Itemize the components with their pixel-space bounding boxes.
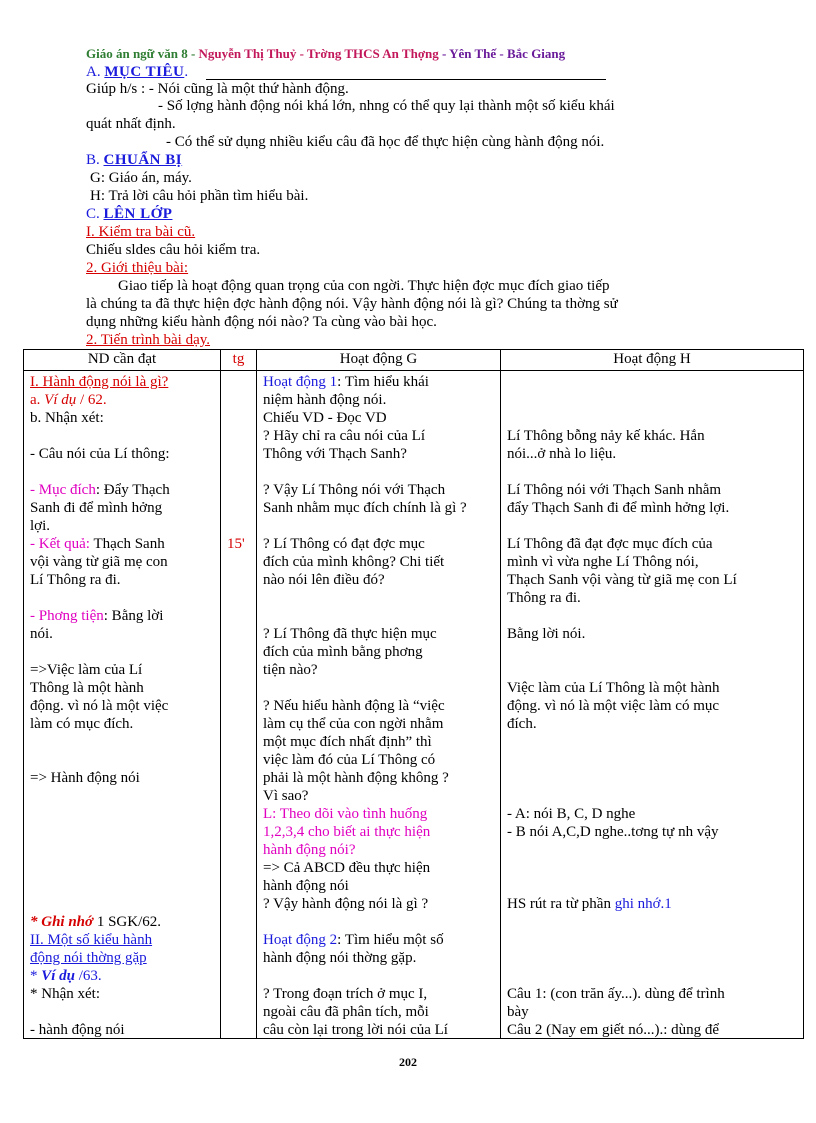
intro-paragraph-line: là chúng ta đã thực hiện đợc hành động nói. Vậy hành động nói là gì? Chúng ta thờng sử xyxy=(86,296,618,312)
teacher-line: hành động nói thờng gặp. xyxy=(263,950,417,966)
teacher-line: nào nói lên điều đó? xyxy=(263,572,385,588)
activity-label: Hoạt động 2 xyxy=(263,932,338,948)
header-location: - Yên Thế - Bắc Giang xyxy=(442,46,566,61)
content-line xyxy=(30,374,215,391)
student-line: Thông ra đi. xyxy=(507,590,581,606)
prep-teacher: G: Giáo án, máy. xyxy=(90,170,192,186)
step2-heading xyxy=(86,260,188,277)
label-means: - Phơng tiện xyxy=(30,608,104,624)
header-course: Giáo án ngữ văn 8 - xyxy=(86,46,199,61)
prep-student: H: Trả lời câu hỏi phần tìm hiểu bài. xyxy=(90,188,309,204)
label-result: - Kết quả: xyxy=(30,536,90,552)
content-line xyxy=(30,392,215,409)
content-line: b. Nhận xét: xyxy=(30,410,104,426)
activity-text: : Tìm hiểu một số xyxy=(337,932,444,948)
section-b-letter: B. xyxy=(86,152,104,168)
label-page: /63. xyxy=(75,968,102,984)
teacher-line: hành động nói? xyxy=(263,842,356,858)
teacher-line xyxy=(263,374,495,391)
label-purpose: - Mục đích xyxy=(30,482,96,498)
teacher-line: L: Theo dõi vào tình huống xyxy=(263,806,428,822)
student-line: Bằng lời nói. xyxy=(507,626,586,642)
section-c-heading xyxy=(86,206,172,223)
remember-link-text: ghi nhớ.1 xyxy=(614,896,672,912)
table-header-row xyxy=(24,350,804,371)
content-line: vội vàng từ giã mẹ con xyxy=(30,554,168,570)
teacher-line: 1,2,3,4 cho biết ai thực hiện xyxy=(263,824,431,840)
content-line xyxy=(30,914,215,931)
student-line: Thạch Sanh vội vàng từ giã mẹ con Lí xyxy=(507,572,737,588)
summary-text: HS rút ra từ phần xyxy=(507,896,615,912)
time-value: 15' xyxy=(227,536,245,552)
teacher-line: ? Vậy Lí Thông nói với Thạch xyxy=(263,482,446,498)
teacher-line: ? Lí Thông có đạt đợc mục xyxy=(263,536,425,552)
page-number: 202 xyxy=(399,1055,417,1069)
bullet: * xyxy=(30,968,42,984)
teacher-line: ? Hãy chỉ ra câu nói của Lí xyxy=(263,428,426,444)
teacher-line: một mục đích nhất định” thì xyxy=(263,734,432,750)
col-header-content: ND cần đạt xyxy=(24,350,221,371)
remember-ref: 1 SGK/62. xyxy=(93,914,162,930)
time-cell xyxy=(221,371,257,1039)
lesson-table xyxy=(23,349,804,1039)
teacher-line: hành động nói xyxy=(263,878,349,894)
content-line: làm có mục đích. xyxy=(30,716,134,732)
teacher-line: việc làm đó của Lí Thông có xyxy=(263,752,436,768)
col-header-teacher: Hoạt động G xyxy=(257,350,501,371)
step3-heading xyxy=(86,332,210,349)
goal-line: - Số lợng hành động nói khá lớn, nhng có thể quy lại thành một số kiểu khái xyxy=(158,98,615,114)
step1-title: I. Kiểm tra bài cũ. xyxy=(86,224,196,240)
section-b-heading xyxy=(86,152,182,169)
col-header-time: tg xyxy=(221,350,257,371)
label-page: / 62. xyxy=(76,392,107,408)
student-line: Lí Thông nói với Thạch Sanh nhằm xyxy=(507,482,722,498)
student-line: đẩy Thạch Sanh đi để mình hởng lợi. xyxy=(507,500,730,516)
student-line: Lí Thông bỗng nảy kế khác. Hắn xyxy=(507,428,705,444)
divider-line xyxy=(206,79,606,80)
content-line: =>Việc làm của Lí xyxy=(30,662,143,678)
content-line: Thông là một hành xyxy=(30,680,144,696)
content-line xyxy=(30,950,215,967)
content-line: nói. xyxy=(30,626,53,642)
content-line xyxy=(30,608,215,625)
content-line xyxy=(30,968,215,985)
teacher-line: câu còn lại trong lời nói của Lí xyxy=(263,1022,448,1038)
heading-text: động nói thờng gặp xyxy=(30,950,147,966)
teacher-line: Sanh nhằm mục đích chính là gì ? xyxy=(263,500,467,516)
step2-title: 2. Giới thiệu bài: xyxy=(86,260,189,276)
step1-body: Chiếu sldes câu hỏi kiểm tra. xyxy=(86,242,261,258)
content-line: Lí Thông ra đi. xyxy=(30,572,121,588)
student-line: động. vì nó là một việc làm có mục xyxy=(507,698,720,714)
content-line xyxy=(30,482,215,499)
content-line: động. vì nó là một việc xyxy=(30,698,169,714)
content-line xyxy=(30,932,215,949)
student-line: - B nói A,C,D nghe..tơng tự nh vậy xyxy=(507,824,719,840)
teacher-line: ? Lí Thông đã thực hiện mục xyxy=(263,626,437,642)
purpose-text: : Đẩy Thạch xyxy=(95,482,170,498)
teacher-line: tiện nào? xyxy=(263,662,318,678)
student-line: Câu 1: (con trăn ấy...). dùng để trình xyxy=(507,986,725,1002)
teacher-line: đích của mình không? Chi tiết xyxy=(263,554,445,570)
header-author: Nguyễn Thị Thuỷ - Trờng THCS An Thợng xyxy=(198,46,442,61)
student-line: đích. xyxy=(507,716,537,732)
step1-heading xyxy=(86,224,195,241)
teacher-line: ngoài câu đã phân tích, mỗi xyxy=(263,1004,429,1020)
content-cell xyxy=(24,371,221,1039)
heading-text: II. Một số kiểu hành xyxy=(30,932,153,948)
label-remember: * Ghi nhớ xyxy=(30,914,94,930)
student-line xyxy=(507,896,798,913)
content-line: lợi. xyxy=(30,518,51,534)
student-line: bày xyxy=(507,1004,529,1020)
section-b-title: CHUẨN BỊ xyxy=(103,152,183,168)
section-a-heading xyxy=(86,64,188,81)
teacher-line: làm cụ thể của con ngời nhằm xyxy=(263,716,444,732)
content-line: * Nhận xét: xyxy=(30,986,100,1002)
label-example: Ví dụ xyxy=(44,392,77,408)
section-a-title: MỤC TIÊU xyxy=(104,64,185,80)
result-text: Thạch Sanh xyxy=(89,536,165,552)
section-a-letter: A. xyxy=(86,64,105,80)
heading-text: I. Hành động nói là gì? xyxy=(30,374,169,390)
student-activity-cell xyxy=(501,371,804,1039)
student-line: mình vì vừa nghe Lí Thông nói, xyxy=(507,554,699,570)
content-line xyxy=(30,536,215,553)
teacher-line: Chiếu VD - Đọc VD xyxy=(263,410,387,426)
goal-line: quát nhất định. xyxy=(86,116,176,132)
content-line: => Hành động nói xyxy=(30,770,140,786)
teacher-line xyxy=(263,932,495,949)
activity-text: : Tìm hiểu khái xyxy=(337,374,429,390)
step3-title: 2. Tiến trình bài dạy. xyxy=(86,332,211,348)
teacher-line: ? Nếu hiểu hành động là “việc xyxy=(263,698,445,714)
intro-paragraph-line: dụng những kiểu hành động nói nào? Ta cùng vào bài học. xyxy=(86,314,437,330)
student-line: Câu 2 (Nay em giết nó...).: dùng để xyxy=(507,1022,720,1038)
teacher-line: ? Vậy hành động nói là gì ? xyxy=(263,896,429,912)
teacher-line: Thông với Thạch Sanh? xyxy=(263,446,407,462)
col-header-student: Hoạt động H xyxy=(501,350,804,371)
teacher-line: => Cả ABCD đều thực hiện xyxy=(263,860,431,876)
activity-label: Hoạt động 1 xyxy=(263,374,338,390)
content-line: Sanh đi để mình hởng xyxy=(30,500,163,516)
goal-line: Giúp h/s : - Nói cũng là một thứ hành động. xyxy=(86,81,349,97)
label-a: a. xyxy=(30,392,45,408)
teacher-line: phải là một hành động không ? xyxy=(263,770,449,786)
label-example: Ví dụ xyxy=(41,968,76,984)
teacher-line: đích của mình bằng phơng xyxy=(263,644,423,660)
teacher-line: Vì sao? xyxy=(263,788,309,804)
content-line: - Câu nói của Lí thông: xyxy=(30,446,170,462)
content-line: - hành động nói xyxy=(30,1022,125,1038)
section-c-letter: C. xyxy=(86,206,104,222)
table-row xyxy=(24,371,804,1039)
goal-line: - Có thể sử dụng nhiều kiểu câu đã học để thực hiện cùng hành động nói. xyxy=(166,134,605,150)
student-line: Lí Thông đã đạt đợc mục đích của xyxy=(507,536,713,552)
student-line: nói...ở nhà lo liệu. xyxy=(507,446,617,462)
student-line: - A: nói B, C, D nghe xyxy=(507,806,636,822)
page-header xyxy=(86,46,565,62)
intro-paragraph-line: Giao tiếp là hoạt động quan trọng của con ngời. Thực hiện đợc mục đích giao tiếp xyxy=(118,278,610,294)
means-text: : Bằng lời xyxy=(103,608,164,624)
section-c-title: LÊN LỚP xyxy=(103,206,173,222)
teacher-activity-cell xyxy=(257,371,501,1039)
teacher-line: ? Trong đoạn trích ở mục I, xyxy=(263,986,428,1002)
teacher-line: niệm hành động nói. xyxy=(263,392,387,408)
student-line: Việc làm của Lí Thông là một hành xyxy=(507,680,720,696)
section-a-tail: . xyxy=(184,64,189,80)
